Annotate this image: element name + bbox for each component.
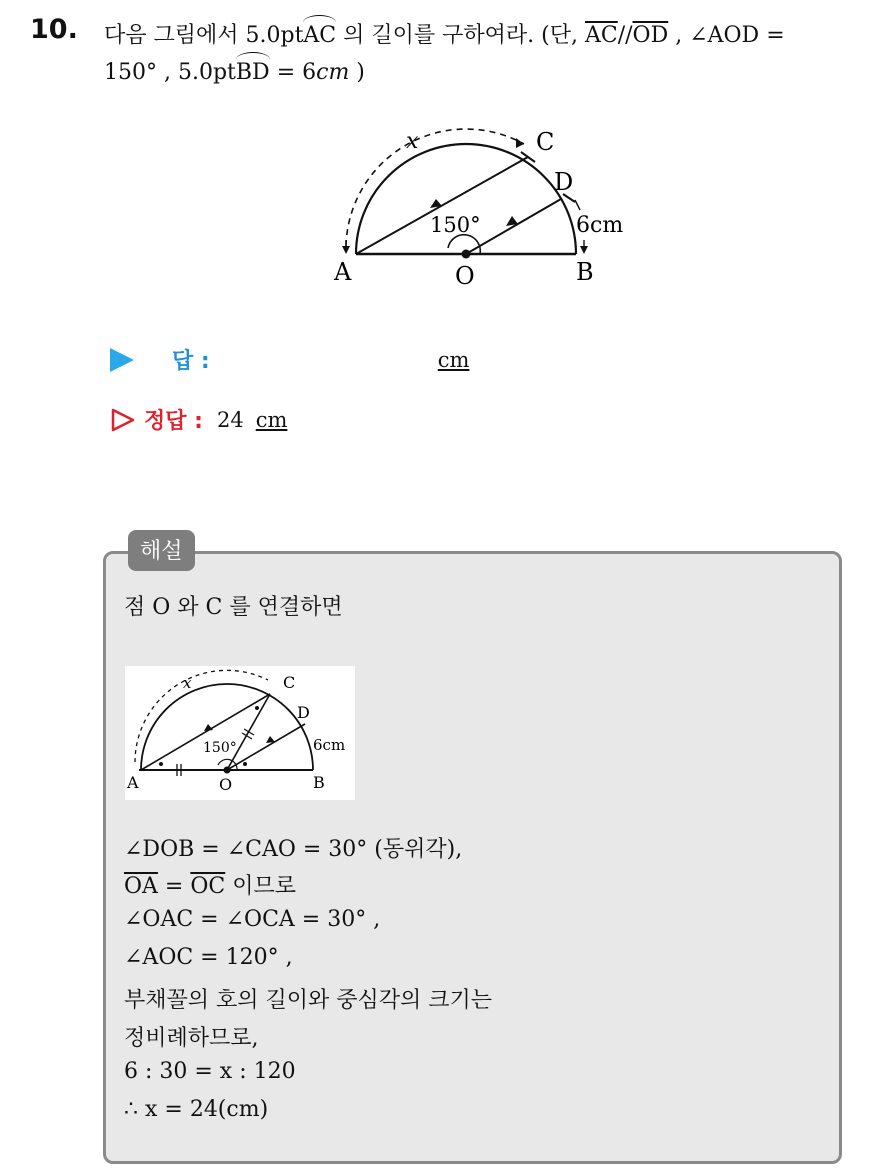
solution-text: =	[157, 874, 191, 899]
unit-text: cm	[316, 60, 350, 85]
question-text: 150° , 5.0pt	[104, 60, 236, 85]
correct-answer-row	[110, 404, 287, 435]
point-d-label: D	[297, 703, 310, 722]
arc-ac-notation: AC	[303, 23, 337, 48]
question-text: = 6	[269, 60, 317, 85]
length-label: 6cm	[576, 213, 624, 238]
angle-label: 150°	[203, 740, 237, 756]
point-b-label: B	[313, 773, 325, 792]
segment-oa-notation: $\overline{OA}$	[124, 874, 158, 899]
x-label: x	[406, 129, 419, 154]
correct-answer-unit: cm	[255, 407, 288, 432]
solution-line: 6 : 30 = x : 120	[124, 1059, 296, 1084]
semicircle-figure	[328, 122, 638, 292]
point-d-label: D	[554, 168, 574, 196]
segment-oc-notation: $\overline{OC}$	[190, 874, 226, 899]
solution-line: 부채꼴의 호의 길이와 중심각의 크기는	[124, 988, 493, 1013]
point-a-label: A	[334, 258, 352, 286]
solution-line: ∠AOC = 120° ,	[124, 945, 293, 970]
point-b-label: B	[576, 258, 594, 286]
x-label: x	[183, 674, 192, 692]
correct-answer-label: 정답 :	[144, 409, 203, 434]
question-text: 다음 그림에서 5.0pt	[104, 23, 304, 48]
segment-od-notation: $\overline{OD}$	[632, 23, 669, 48]
solution-text: 이므로	[225, 874, 296, 899]
solution-tag: 해설	[128, 530, 195, 571]
question-number: 10.	[30, 14, 78, 45]
solution-line: ∠DOB = ∠CAO = 30° (동위각),	[124, 837, 463, 862]
question-text: , ∠AOD =	[668, 23, 785, 48]
solution-line: ∠OAC = ∠OCA = 30° ,	[124, 907, 381, 932]
segment-ac-notation: $\overline{AC}$	[584, 23, 618, 48]
point-o-label: O	[455, 262, 475, 290]
play-icon	[110, 348, 134, 372]
solution-line: ∴ x = 24(cm)	[124, 1097, 269, 1122]
solution-figure	[125, 666, 355, 800]
question-text-line2	[104, 60, 365, 85]
answer-unit: cm	[437, 347, 470, 372]
correct-answer-value: 24	[216, 407, 244, 432]
solution-line	[124, 869, 296, 900]
angle-label: 150°	[430, 213, 481, 237]
solution-line: 정비례하므로,	[124, 1026, 259, 1051]
point-a-label: A	[127, 773, 139, 792]
question-text: 의 길이를 구하여라. (단,	[336, 23, 585, 48]
question-text: )	[349, 60, 365, 85]
answer-row	[110, 344, 469, 375]
point-c-label: C	[536, 128, 555, 156]
solution-line: 점 O 와 C 를 연결하면	[124, 595, 343, 620]
answer-label: 답 :	[172, 349, 210, 374]
length-label: 6cm	[313, 736, 346, 754]
outline-play-icon	[110, 407, 136, 433]
point-c-label: C	[283, 673, 296, 692]
arc-bd-notation: BD	[235, 60, 270, 85]
point-o-label: O	[219, 775, 233, 794]
parallel-symbol: //	[617, 23, 633, 48]
question-text-line1	[104, 18, 785, 49]
